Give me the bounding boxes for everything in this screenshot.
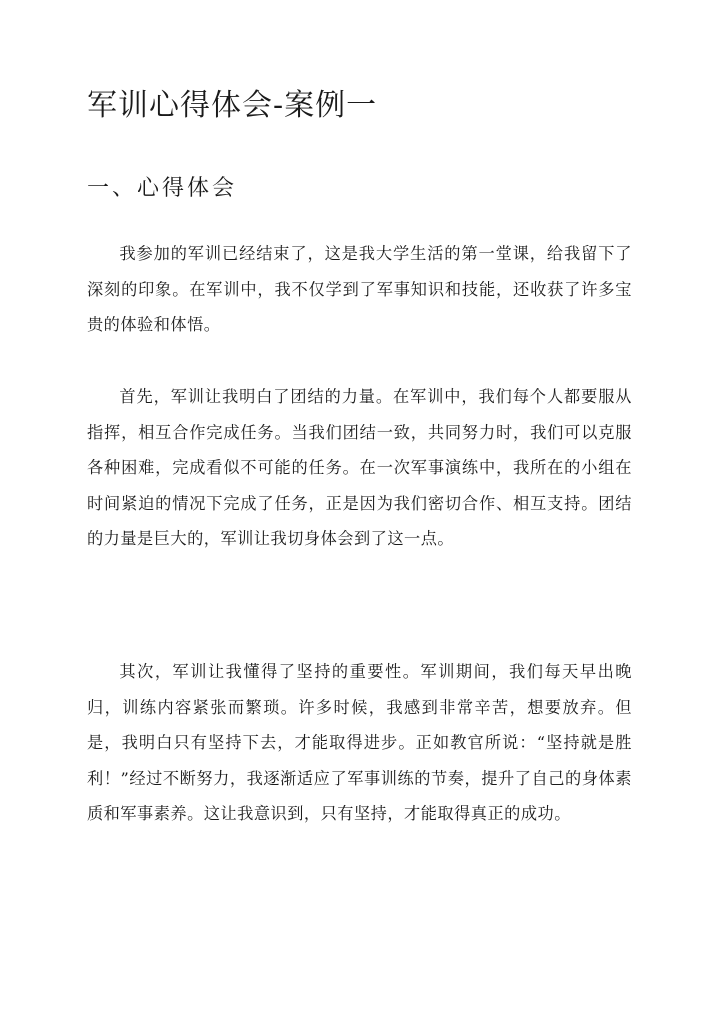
document-title: 军训心得体会-案例一 [87, 88, 378, 123]
paragraph-unity: 首先，军训让我明白了团结的力量。在军训中，我们每个人都要服从指挥，相互合作完成任务。当我们团结一致，共同努力时，我们可以克服各种困难，完成看似不可能的任务。在一次军事演练中，我所在的小组在时间紧迫的情况下完成了任务，正是因为我们密切合作、相互支持。团结的力量是巨大的，军训让我切身体会到了这一点。 [87, 387, 632, 548]
section-heading: 一、心得体会 [87, 176, 238, 201]
paragraph-perseverance: 其次，军训让我懂得了坚持的重要性。军训期间，我们每天早出晚归，训练内容紧张而繁琐。许多时候，我感到非常辛苦，想要放弃。但是，我明白只有坚持下去，才能取得进步。正如教官所说：“坚持就是胜利！”经过不断努力，我逐渐适应了军事训练的节奏，提升了自己的身体素质和军事素养。这让我意识到，只有坚持，才能取得真正的成功。 [87, 662, 632, 823]
paragraph-intro: 我参加的军训已经结束了，这是我大学生活的第一堂课，给我留下了深刻的印象。在军训中，我不仅学到了军事知识和技能，还收获了许多宝贵的体验和体悟。 [87, 244, 632, 334]
